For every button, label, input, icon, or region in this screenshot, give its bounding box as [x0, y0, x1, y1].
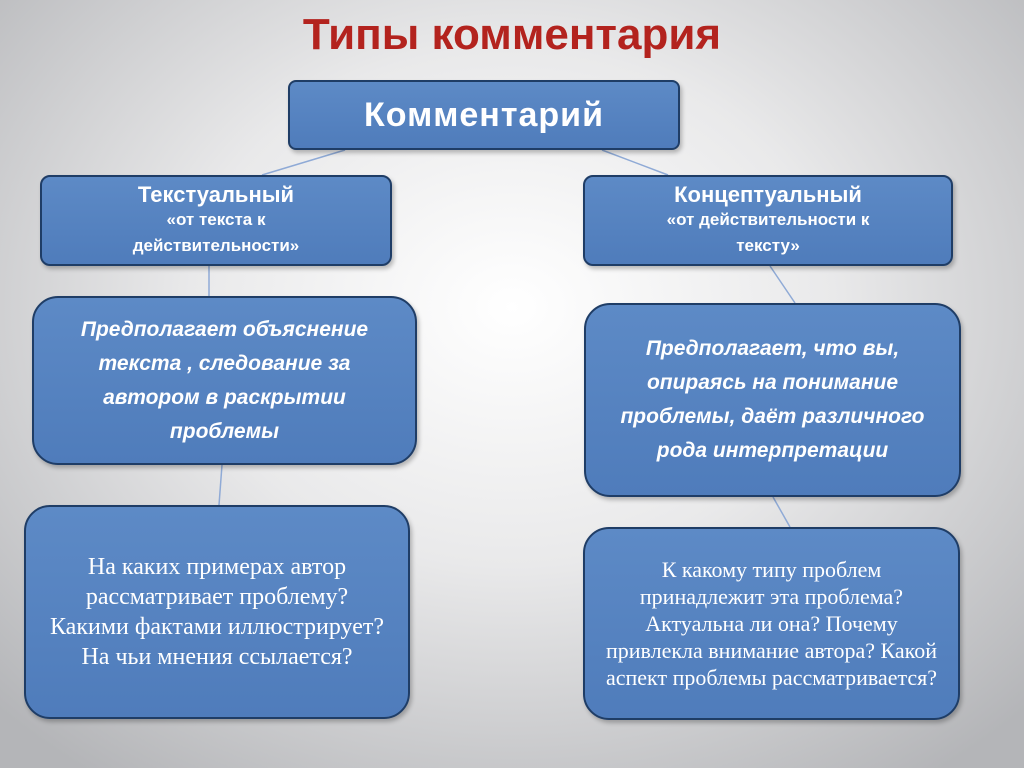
connector-right-type-desc — [770, 266, 795, 303]
textual-description: Предполагает объяснение текста , следование за автором в раскрытии проблемы — [80, 317, 369, 443]
textual-type-sub-line2: действительности» — [132, 235, 300, 255]
textual-type-name: Текстуальный — [137, 181, 295, 207]
node-textual-type — [40, 175, 392, 266]
root-label: Комментарий — [364, 95, 604, 134]
textual-description-node — [32, 296, 417, 465]
connector-root-right — [602, 150, 668, 175]
textual-questions: На каких примерах автор рассматривает проблему? Какими фактами иллюстрирует? На чьи мнения ссылается? — [49, 554, 385, 670]
conceptual-type-name: Концептуальный — [674, 181, 862, 207]
conceptual-questions: К какому типу проблем принадлежит эта проблема? Актуальна ли она? Почему привлекла внимание автора? Какой аспект проблемы рассматривается? — [605, 557, 938, 690]
conceptual-description-node — [584, 303, 961, 497]
textual-type-sub-line1: «от текста к — [166, 209, 266, 229]
connector-right-desc-q — [773, 497, 790, 527]
connector-left-desc-q — [219, 465, 222, 505]
connector-root-left — [262, 150, 345, 175]
page-title: Типы комментария — [302, 10, 722, 59]
conceptual-type-sub-line1: «от действительности к — [666, 209, 870, 229]
textual-questions-node — [24, 505, 410, 719]
conceptual-description: Предполагает, что вы, опираясь на понимание проблемы, даёт различного рода интерпретации — [620, 337, 925, 462]
conceptual-questions-node — [583, 527, 960, 720]
node-conceptual-type — [583, 175, 953, 266]
conceptual-type-sub-line2: тексту» — [736, 235, 800, 255]
root-node-commentary — [288, 80, 680, 150]
